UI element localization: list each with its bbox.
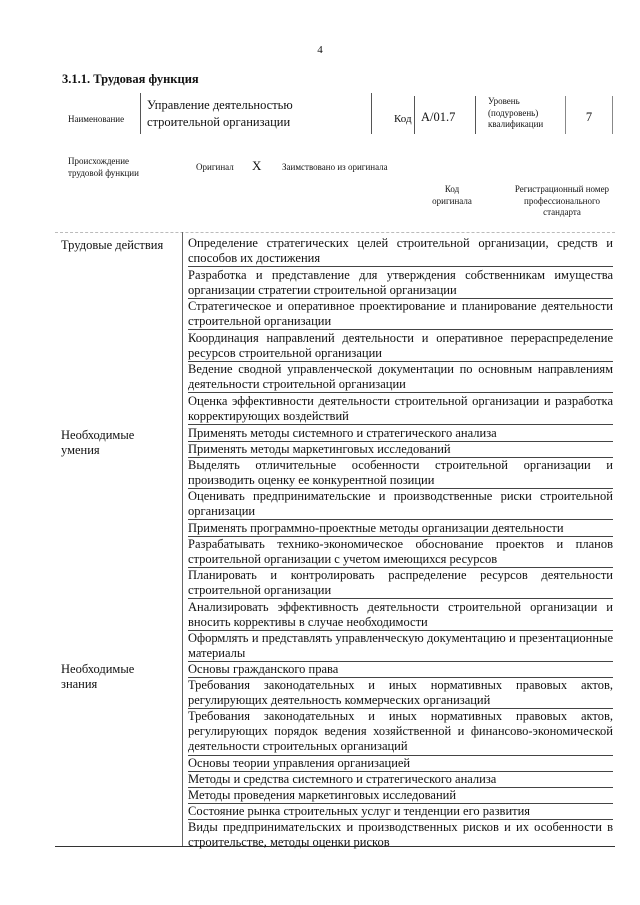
- table-row: Состояние рынка строительных услуг и тенденции его развития: [188, 804, 613, 820]
- table-row: Методы проведения маркетинговых исследований: [188, 788, 613, 804]
- table-row: Определение стратегических целей строительной организации, средств и способов их достижения: [188, 236, 613, 267]
- table-column-divider: [182, 232, 183, 847]
- skills-label-line2: умения: [61, 443, 100, 457]
- level-label-line2: (подуровень): [488, 107, 539, 118]
- table-row: Применять методы системного и стратегического анализа: [188, 426, 613, 442]
- qualification-level-box: [565, 96, 613, 134]
- code-label: Код: [394, 113, 412, 125]
- registration-number-label: [502, 184, 622, 219]
- required-knowledge-label: [61, 662, 134, 692]
- table-row: Оценивать предпринимательские и производственные риски строительной организации: [188, 489, 613, 520]
- knowledge-label-line2: знания: [61, 677, 98, 691]
- table-row: Разрабатывать технико-экономическое обоснование проектов и планов строительной организации с учетом имеющихся ресурсов: [188, 537, 613, 568]
- required-skills-label: [61, 428, 134, 458]
- table-row: Оформлять и представлять управленческую документацию и презентационные материалы: [188, 631, 613, 662]
- function-table: [55, 232, 615, 850]
- reg-line3: стандарта: [543, 207, 581, 217]
- table-row: Требования законодательных и иных нормативных правовых актов, регулирующих деятельность коммерческих организаций: [188, 678, 613, 709]
- origin-label: [68, 156, 139, 179]
- section-title: 3.1.1. Трудовая функция: [62, 72, 199, 86]
- table-row: Применять программно-проектные методы организации деятельности: [188, 521, 613, 537]
- origin-label-line1: Происхождение: [68, 156, 130, 166]
- qualification-level-label: [488, 96, 543, 131]
- page-number: 4: [317, 44, 323, 56]
- table-row: Требования законодательных и иных нормативных правовых актов, регулирующих порядок ведения хозяйственной и финансово-экономической деятельности строительных организаций: [188, 709, 613, 756]
- name-label: Наименование: [68, 114, 125, 124]
- borrowed-label: Заимствовано из оригинала: [282, 162, 388, 172]
- qualification-level-value: 7: [585, 110, 593, 124]
- table-row: Основы теории управления организацией: [188, 756, 613, 772]
- code-value-box: [414, 96, 476, 134]
- original-code-line2: оригинала: [432, 195, 472, 206]
- original-label: Оригинал: [196, 162, 234, 172]
- table-row: Разработка и представление для утверждения собственникам имущества организации стратегии строительной организации: [188, 268, 613, 299]
- original-code-line1: Код: [444, 184, 460, 194]
- table-row: Основы гражданского права: [188, 662, 613, 678]
- original-code-label: [420, 184, 484, 207]
- table-row: Стратегическое и оперативное проектирование и планирование деятельности строительной организации: [188, 299, 613, 330]
- table-row: Координация направлений деятельности и оперативное перераспределение ресурсов строительной организации: [188, 331, 613, 362]
- name-value: [147, 97, 293, 131]
- table-row: Виды предпринимательских и производственных рисков и их особенности в строительстве, методы оценки рисков: [188, 820, 613, 850]
- table-row: Планировать и контролировать распределение ресурсов деятельности строительной организации: [188, 568, 613, 599]
- skills-label-line1: Необходимые: [61, 428, 135, 442]
- table-row: Оценка эффективности деятельности строительной организации и разработка корректирующих воздействий: [188, 394, 613, 425]
- name-value-line2: строительной организации: [147, 115, 291, 129]
- level-label-line3: квалификации: [488, 119, 544, 129]
- labor-actions-label: Трудовые действия: [61, 238, 164, 252]
- table-row: Ведение сводной управленческой документации по основным направлениям деятельности строительной организации: [188, 362, 613, 393]
- reg-line2: профессионального: [524, 195, 600, 206]
- original-mark: X: [252, 158, 262, 173]
- table-row: Анализировать эффективность деятельности строительной организации и вносить коррективы в случае необходимости: [188, 600, 613, 631]
- knowledge-label-line1: Необходимые: [61, 662, 135, 676]
- name-value-box: [140, 93, 372, 134]
- origin-label-line2: трудовой функции: [68, 167, 139, 178]
- table-row: Методы и средства системного и стратегического анализа: [188, 772, 613, 788]
- table-top-border: [55, 232, 615, 233]
- table-row: Применять методы маркетинговых исследований: [188, 442, 613, 458]
- name-value-line1: Управление деятельностью: [147, 98, 293, 112]
- reg-line1: Регистрационный номер: [514, 184, 610, 194]
- code-value: А/01.7: [421, 110, 456, 124]
- table-row: Выделять отличительные особенности строительной организации и производить оценку ее конкурентной позиции: [188, 458, 613, 489]
- level-label-line1: Уровень: [488, 96, 520, 106]
